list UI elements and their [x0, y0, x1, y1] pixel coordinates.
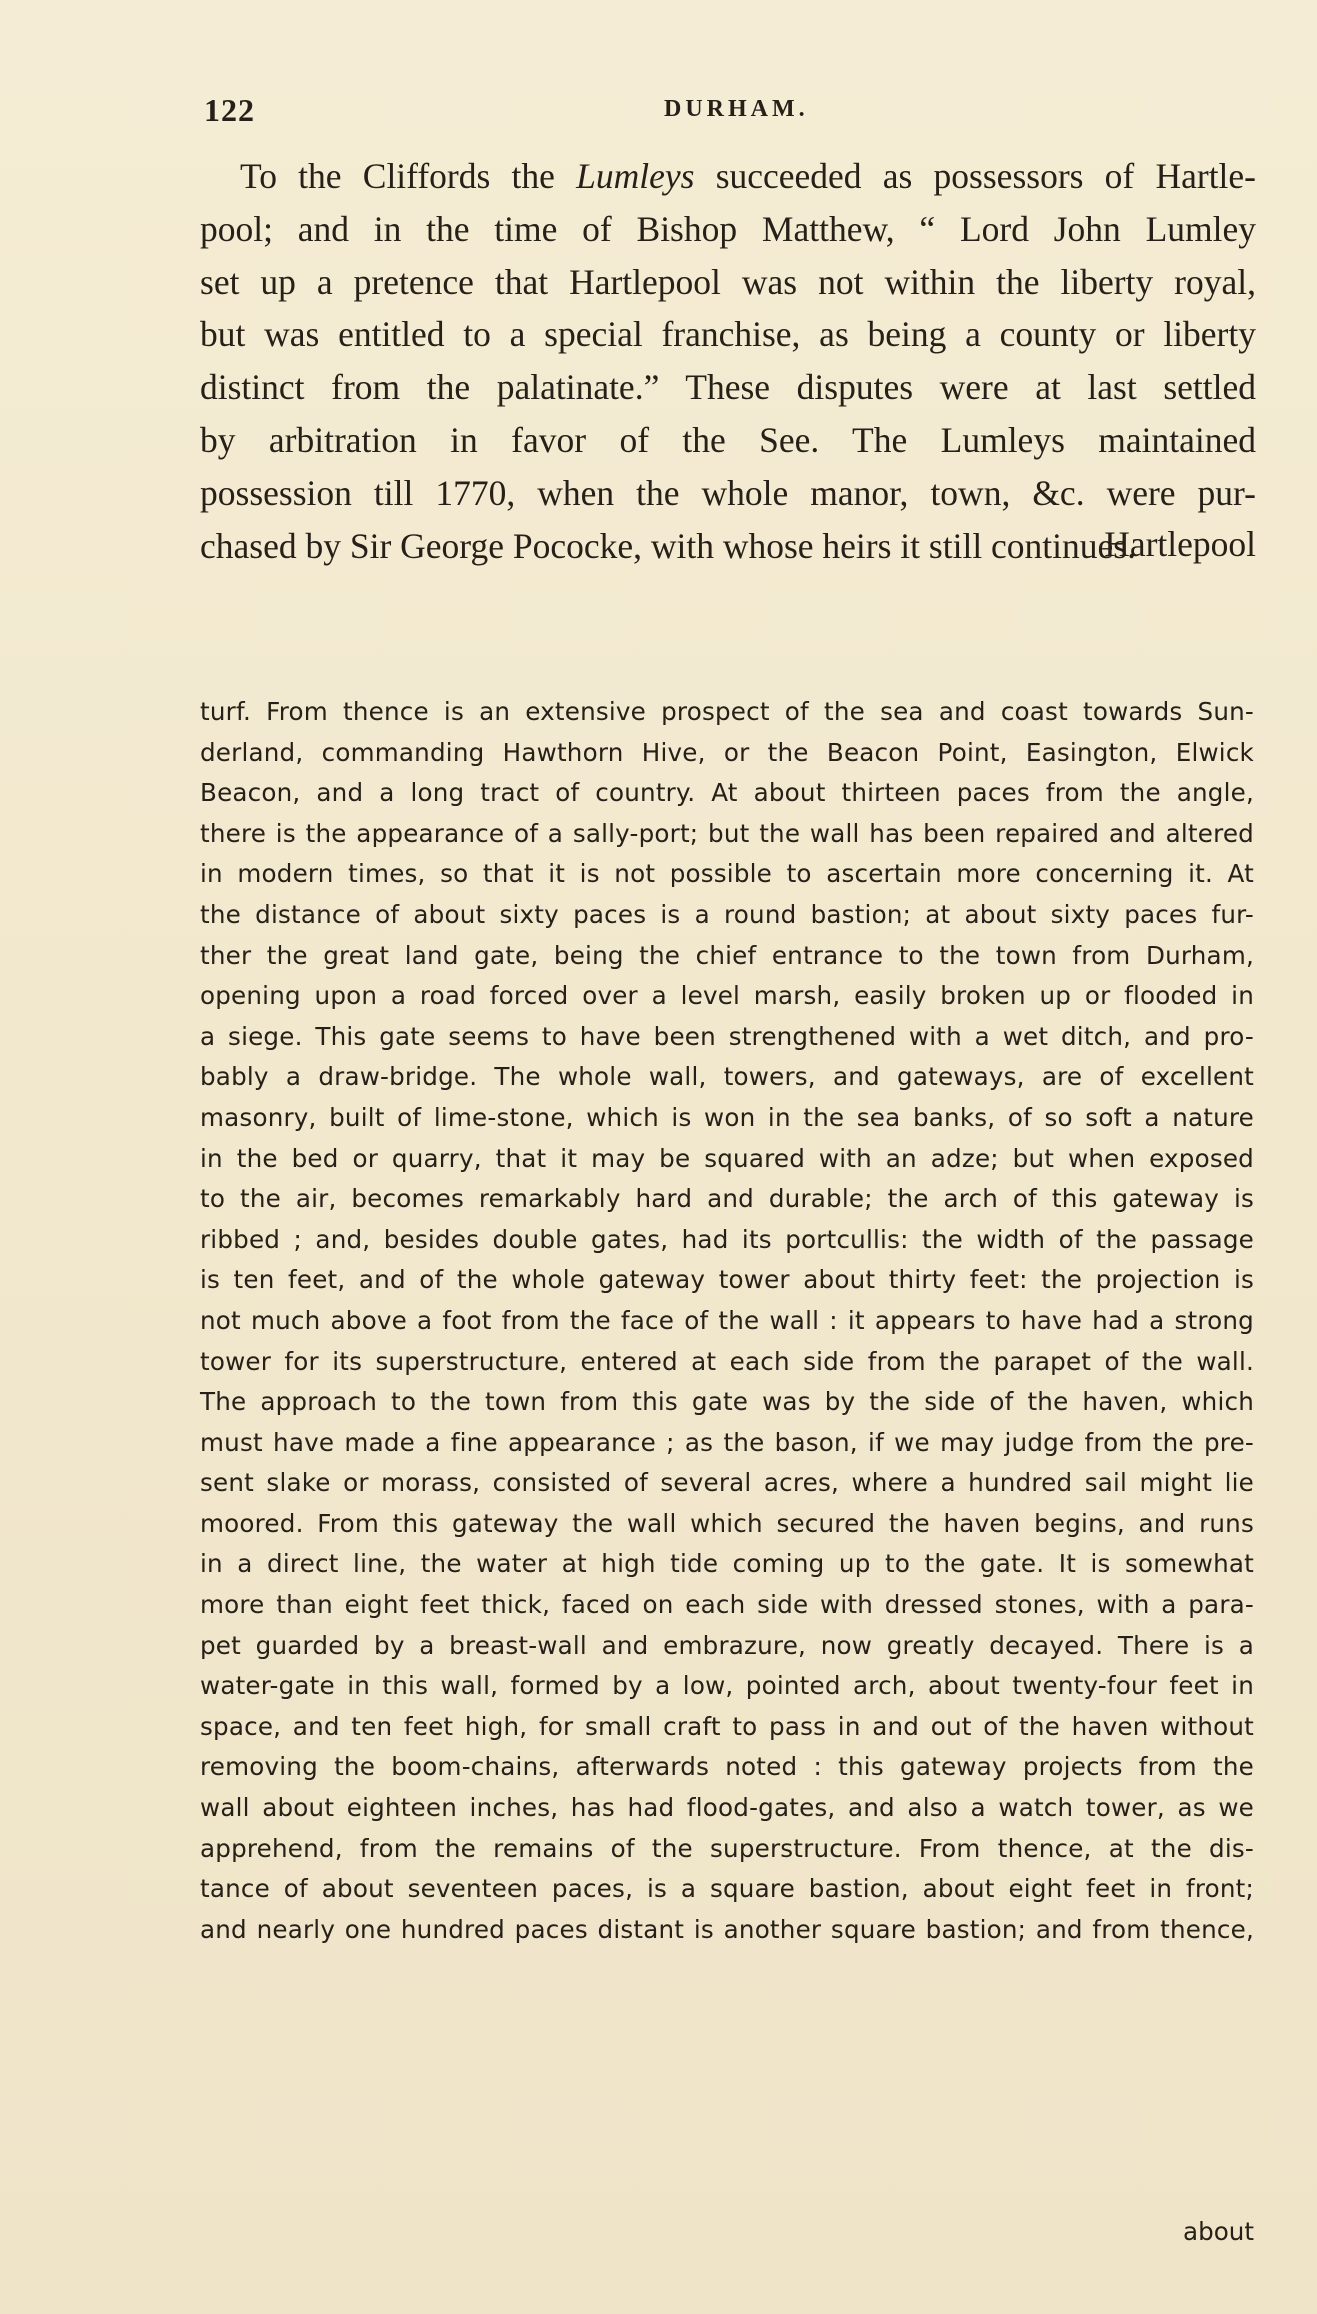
- footnote-line: masonry, built of lime-stone, which is won in the sea banks, of so soft a nature: [200, 1102, 1254, 1132]
- running-head: [204, 92, 1254, 132]
- footnote-line: ribbed ; and, besides double gates, had its portcullis: the width of the passage: [200, 1224, 1254, 1254]
- main-paragraph: [200, 150, 1256, 572]
- main-catchword: Hartlepool: [1104, 524, 1256, 564]
- running-title: DURHAM.: [664, 96, 809, 122]
- footnote-line: pet guarded by a breast-wall and embrazure, now greatly decayed. There is a: [200, 1630, 1254, 1660]
- footnote-line: must have made a fine appearance ; as the bason, if we may judge from the pre-: [200, 1427, 1254, 1457]
- footnote-line: apprehend, from the remains of the superstructure. From thence, at the dis-: [200, 1833, 1254, 1863]
- footnote-line: wall about eighteen inches, has had flood-gates, and also a watch tower, as we: [200, 1793, 1254, 1823]
- footnote-line: to the air, becomes remarkably hard and durable; the arch of this gateway is: [200, 1184, 1254, 1214]
- footnote-line: tower for its superstructure, entered at each side from the parapet of the wall.: [200, 1346, 1254, 1376]
- main-text-first-line-start: To the Cliffords the: [240, 156, 577, 196]
- main-text-line: set up a pretence that Hartlepool was not within the liberty royal,: [200, 261, 1256, 302]
- footnote-line: Beacon, and a long tract of country. At about thirteen paces from the angle,: [200, 778, 1254, 808]
- footnote-line: tance of about seventeen paces, is a square bastion, about eight feet in front;: [200, 1874, 1254, 1904]
- italic-name-lumleys: Lumleys: [576, 156, 695, 196]
- footnote-line: is ten feet, and of the whole gateway tower about thirty feet: the projection is: [200, 1265, 1254, 1295]
- footnote-line: ther the great land gate, being the chief entrance to the town from Durham,: [200, 940, 1254, 970]
- main-text-line: but was entitled to a special franchise, as being a county or liberty: [200, 314, 1256, 355]
- main-text-line: by arbitration in favor of the See. The Lumleys maintained: [200, 419, 1256, 460]
- footnote-line: turf. From thence is an extensive prospect of the sea and coast towards Sun-: [200, 697, 1254, 726]
- footnote-line: in modern times, so that it is not possible to ascertain more concerning it. At: [200, 859, 1254, 889]
- main-text-line: [200, 150, 1256, 203]
- footnote-line: The approach to the town from this gate was by the side of the haven, which: [200, 1387, 1254, 1417]
- footnote-line: space, and ten feet high, for small craft to pass in and out of the haven without: [200, 1711, 1254, 1741]
- footnote-line: water-gate in this wall, formed by a low, pointed arch, about twenty-four feet in: [200, 1671, 1254, 1701]
- main-text-line: chased by Sir George Pococke, with whose heirs it still continues.: [200, 525, 1136, 566]
- footnote-line: a siege. This gate seems to have been strengthened with a wet ditch, and pro-: [200, 1021, 1254, 1051]
- footnote-line: not much above a foot from the face of the wall : it appears to have had a strong: [200, 1305, 1254, 1335]
- footnote-line: in a direct line, the water at high tide coming up to the gate. It is somewhat: [200, 1549, 1254, 1579]
- main-text-line: possession till 1770, when the whole manor, town, &c. were pur-: [200, 472, 1256, 513]
- footnote-line: more than eight feet thick, faced on each side with dressed stones, with a para-: [200, 1590, 1254, 1620]
- footnote-line: in the bed or quarry, that it may be squared with an adze; but when exposed: [200, 1143, 1254, 1173]
- footnote-line: moored. From this gateway the wall which secured the haven begins, and runs: [200, 1508, 1254, 1538]
- main-text-line: distinct from the palatinate.” These disputes were at last settled: [200, 367, 1256, 408]
- page-number: 122: [204, 92, 255, 128]
- main-text-line: pool; and in the time of Bishop Matthew, “ Lord John Lumley: [200, 208, 1256, 249]
- footnote-line: removing the boom-chains, afterwards noted : this gateway projects from the: [200, 1752, 1254, 1782]
- footnote-line: opening upon a road forced over a level marsh, easily broken up or flooded in: [200, 981, 1254, 1011]
- main-text-first-line-end: succeeded as possessors of Hartle-: [694, 156, 1256, 196]
- footnote-line: sent slake or morass, consisted of several acres, where a hundred sail might lie: [200, 1468, 1254, 1498]
- footnote-line: and nearly one hundred paces distant is another square bastion; and from thence,: [200, 1914, 1254, 1944]
- footnote-line: the distance of about sixty paces is a round bastion; at about sixty paces fur-: [200, 899, 1254, 929]
- footnote-block: [200, 692, 1254, 1950]
- footnote-catchword: about: [1183, 2217, 1254, 2246]
- footnote-line: bably a draw-bridge. The whole wall, towers, and gateways, are of excellent: [200, 1062, 1254, 1092]
- footnote-line: derland, commanding Hawthorn Hive, or the Beacon Point, Easington, Elwick: [200, 737, 1254, 767]
- footnote-line: there is the appearance of a sally-port; but the wall has been repaired and altered: [200, 818, 1254, 848]
